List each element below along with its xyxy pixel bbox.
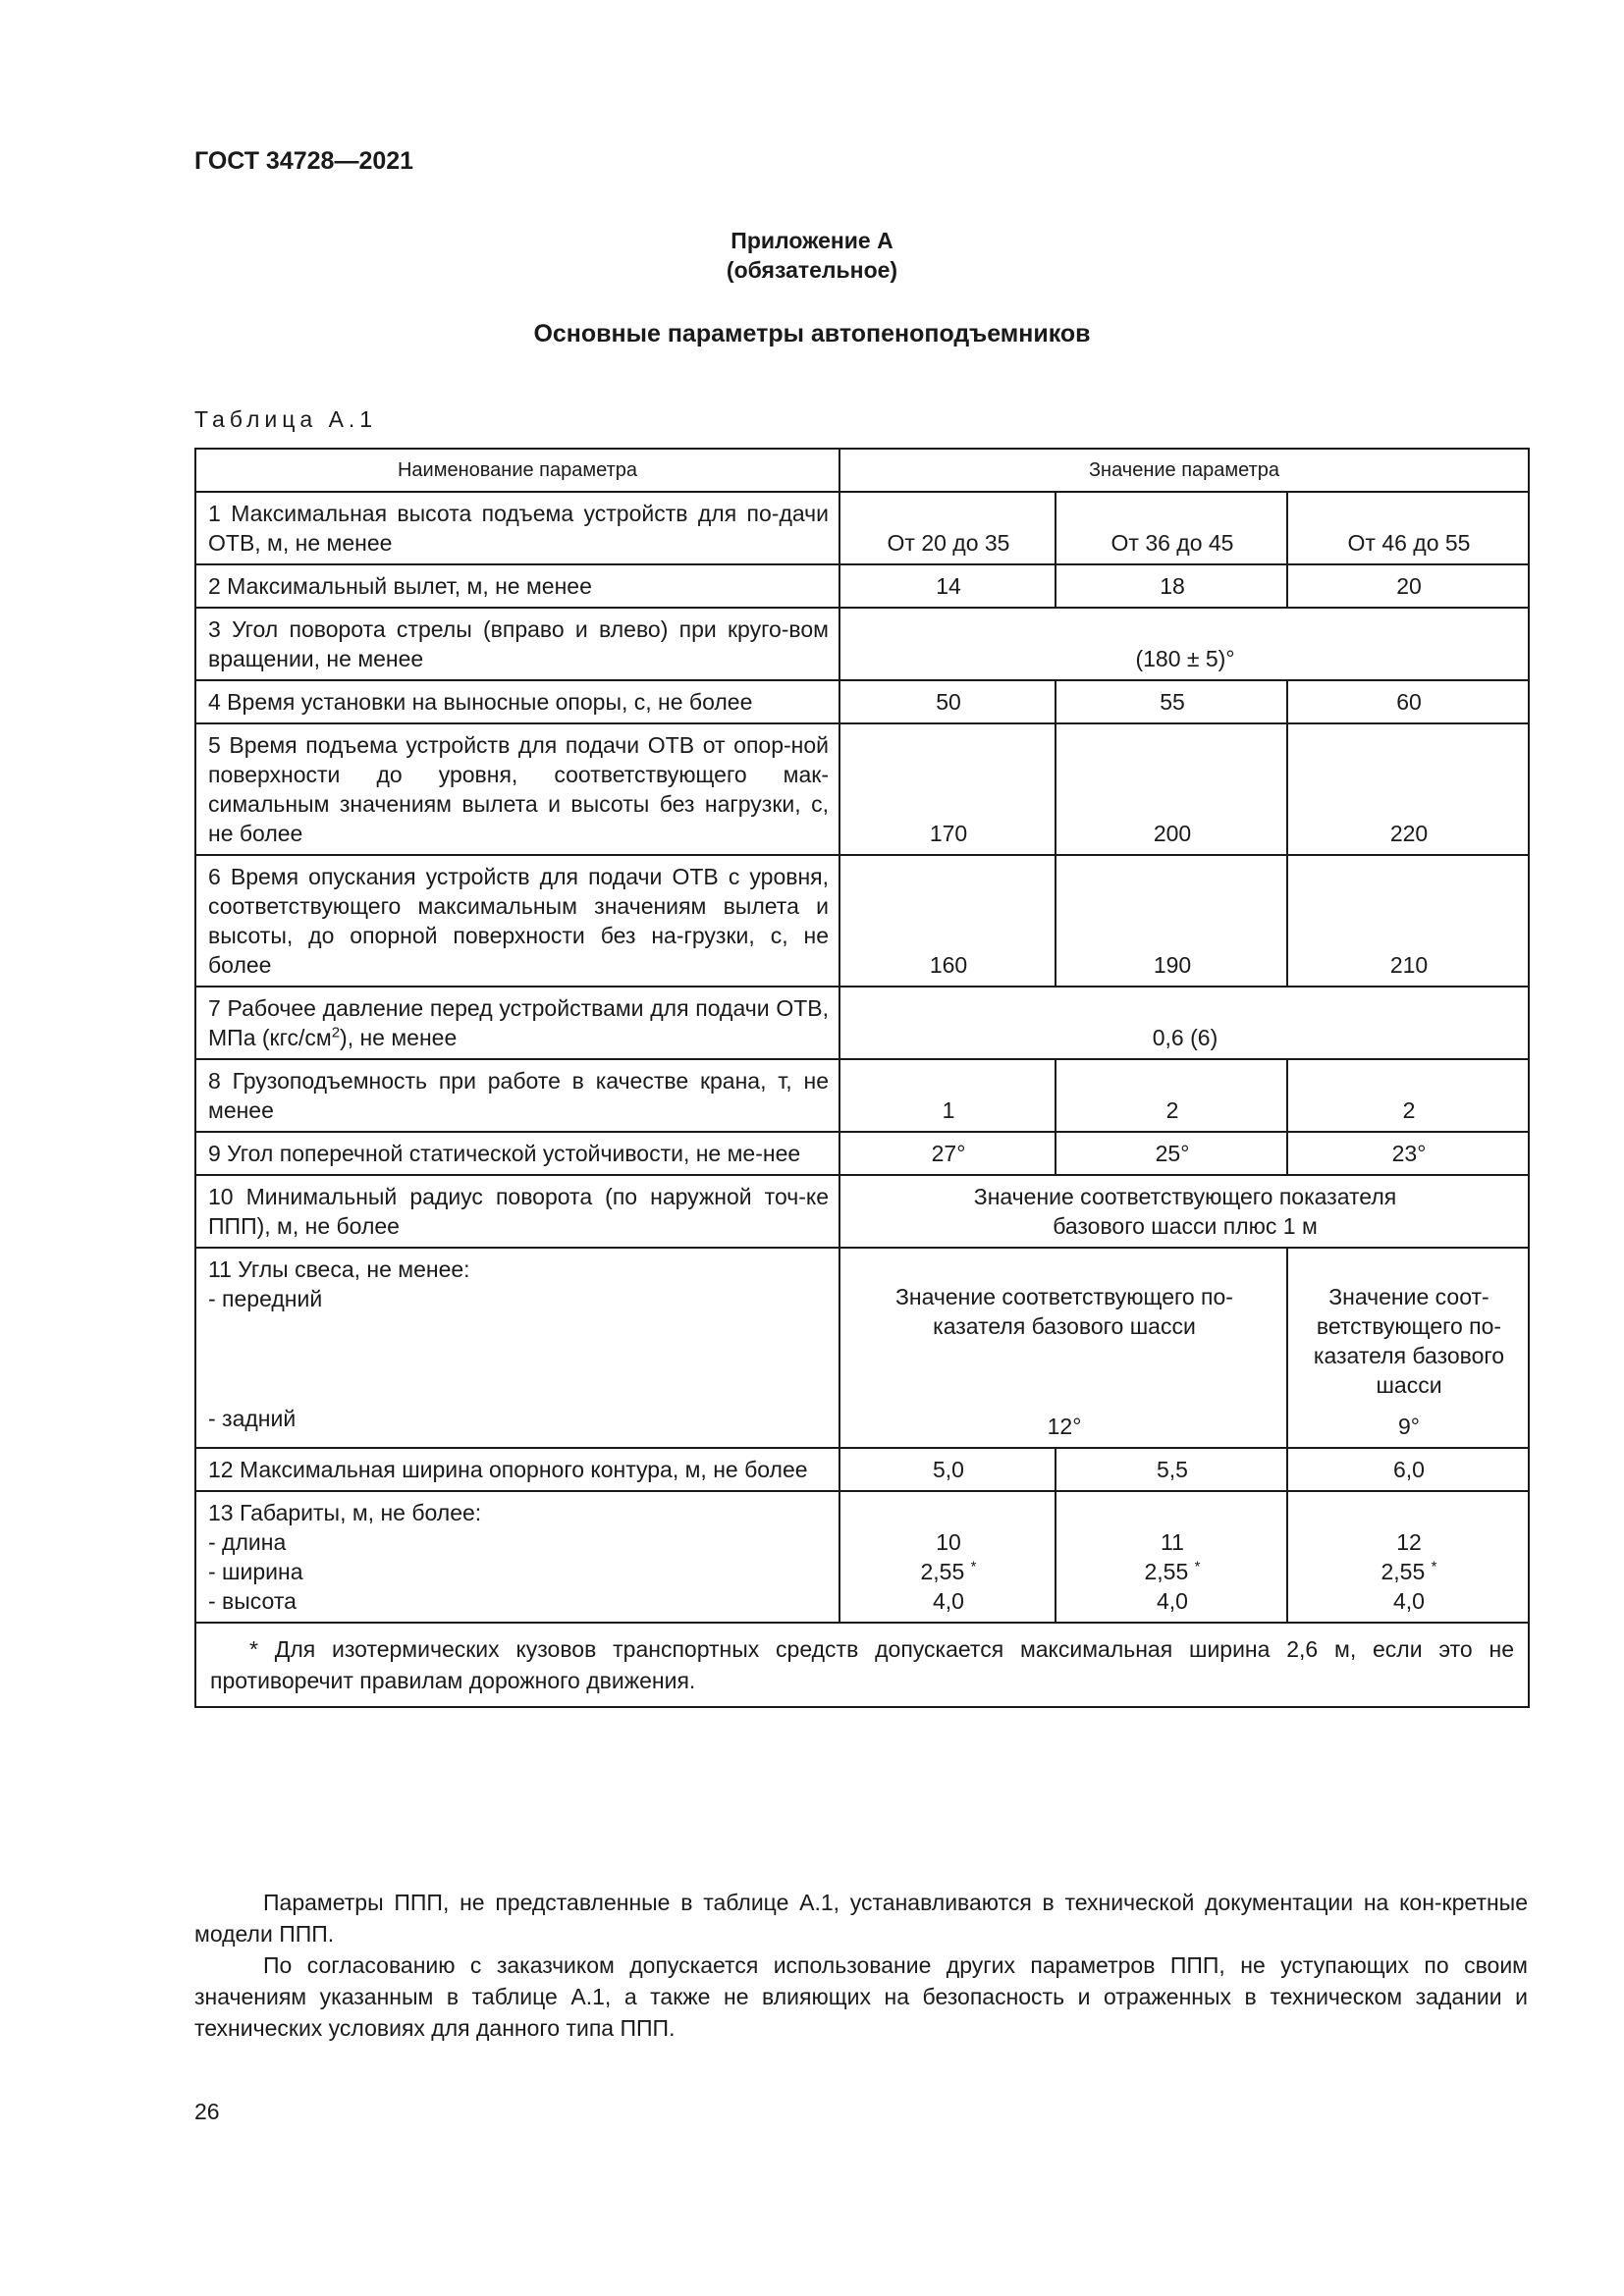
param-value [839, 1491, 1056, 1623]
param-value: 2 [1056, 1059, 1287, 1132]
parameters-table [194, 448, 1530, 1708]
value-length: 10 [936, 1529, 961, 1555]
table-row [195, 564, 1529, 608]
sub-item-rear: - задний [208, 1406, 297, 1431]
param-name [195, 987, 839, 1059]
param-value: 210 [1287, 855, 1529, 987]
param-value-merged [839, 1175, 1529, 1248]
param-value: Значение соот-ветствующего по-казателя базового шасси [1287, 1248, 1529, 1406]
param-value: 160 [839, 855, 1056, 987]
table-row [195, 680, 1529, 723]
param-name: 9 Угол поперечной статической устойчивости, не ме-нее [195, 1132, 839, 1175]
sub-item-front: - передний [208, 1286, 323, 1311]
table-row [195, 855, 1529, 987]
footnote-mark: * [1431, 1558, 1437, 1575]
param-value: 170 [839, 723, 1056, 855]
param-value: 5,5 [1056, 1448, 1287, 1491]
param-value-merged: (180 ± 5)° [839, 608, 1529, 680]
value-height: 4,0 [1393, 1588, 1425, 1614]
table-row [195, 1175, 1529, 1248]
param-name-text: 11 Углы свеса, не менее: [208, 1256, 470, 1282]
table-row [195, 492, 1529, 564]
table-row [195, 1059, 1529, 1132]
param-name: 1 Максимальная высота подъема устройств для по-дачи ОТВ, м, не менее [195, 492, 839, 564]
param-name [195, 1248, 839, 1448]
footnote-mark: * [970, 1558, 977, 1575]
param-value [1056, 1491, 1287, 1623]
param-name: 5 Время подъема устройств для подачи ОТВ от опор-ной поверхности до уровня, соответствующего мак-симальным значениям вылета и высоты без нагрузки, с, не более [195, 723, 839, 855]
table-footnote-row [195, 1623, 1529, 1707]
param-value: От 46 до 55 [1287, 492, 1529, 564]
annex-status: (обязательное) [726, 257, 898, 283]
table-row [195, 608, 1529, 680]
sub-item-length: - длина [208, 1529, 287, 1555]
param-name: 4 Время установки на выносные опоры, с, не более [195, 680, 839, 723]
page-number: 26 [194, 2099, 220, 2124]
value-line: Значение соответствующего показателя [973, 1184, 1397, 1209]
param-name-text: 13 Габариты, м, не более: [208, 1500, 482, 1525]
annex-title: Приложение А [731, 228, 893, 253]
table-row [195, 723, 1529, 855]
param-value: 5,0 [839, 1448, 1056, 1491]
param-value-merged: Значение соответствующего по-казателя базового шасси [839, 1248, 1287, 1406]
value-line: базового шасси плюс 1 м [1053, 1213, 1318, 1239]
param-value: 20 [1287, 564, 1529, 608]
table-row [195, 1491, 1529, 1623]
param-value: 9° [1287, 1406, 1529, 1448]
param-name: 10 Минимальный радиус поворота (по наружной точ-ке ППП), м, не более [195, 1175, 839, 1248]
param-value: 14 [839, 564, 1056, 608]
param-value-merged: 12° [839, 1406, 1287, 1448]
sub-item-height: - высота [208, 1588, 297, 1614]
param-value: 23° [1287, 1132, 1529, 1175]
param-value: 50 [839, 680, 1056, 723]
param-value [1287, 1491, 1529, 1623]
table-row [195, 1448, 1529, 1491]
value-width: 2,55 * [1380, 1558, 1437, 1584]
param-value: 190 [1056, 855, 1287, 987]
param-value: От 20 до 35 [839, 492, 1056, 564]
value-length: 12 [1396, 1529, 1422, 1555]
param-name: 8 Грузоподъемность при работе в качестве крана, т, не менее [195, 1059, 839, 1132]
footnote-mark: * [1194, 1558, 1201, 1575]
section-heading: Основные параметры автопеноподъемников [533, 320, 1091, 347]
table-footnote: * Для изотермических кузовов транспортных средств допускается максимальная ширина 2,6 м, если это не противоречит правилам дорожного движения. [195, 1623, 1529, 1707]
value-length: 11 [1161, 1529, 1184, 1555]
sub-item-width: - ширина [208, 1559, 303, 1584]
value-height: 4,0 [933, 1588, 964, 1614]
value-width: 2,55 * [1144, 1558, 1201, 1584]
param-name [195, 1491, 839, 1623]
param-value: 18 [1056, 564, 1287, 608]
param-value: От 36 до 45 [1056, 492, 1287, 564]
param-name-text: 7 Рабочее давление перед устройствами для подачи ОТВ, МПа (кгс/см [208, 995, 829, 1050]
param-value: 220 [1287, 723, 1529, 855]
param-value: 25° [1056, 1132, 1287, 1175]
param-name: 12 Максимальная ширина опорного контура, м, не более [195, 1448, 839, 1491]
table-row [195, 1132, 1529, 1175]
document-code: ГОСТ 34728—2021 [194, 147, 414, 175]
param-name: 6 Время опускания устройств для подачи ОТВ с уровня, соответствующего максимальным значениям вылета и высоты, до опорной поверхности без на-грузки, с, не более [195, 855, 839, 987]
column-header-value: Значение параметра [839, 449, 1529, 492]
superscript: 2 [331, 1024, 341, 1041]
table-row [195, 1248, 1529, 1406]
param-name: 2 Максимальный вылет, м, не менее [195, 564, 839, 608]
table-header-row [195, 449, 1529, 492]
param-name: 3 Угол поворота стрелы (вправо и влево) при круго-вом вращении, не менее [195, 608, 839, 680]
param-value: 6,0 [1287, 1448, 1529, 1491]
table-caption: Таблица А.1 [194, 406, 378, 432]
paragraph: Параметры ППП, не представленные в таблице А.1, устанавливаются в технической документации на кон-кретные модели ППП. [194, 1890, 1528, 1947]
param-value-merged: 0,6 (6) [839, 987, 1529, 1059]
param-value: 60 [1287, 680, 1529, 723]
value-height: 4,0 [1157, 1588, 1188, 1614]
param-value: 55 [1056, 680, 1287, 723]
param-value: 27° [839, 1132, 1056, 1175]
value-width: 2,55 * [920, 1558, 977, 1584]
param-value: 200 [1056, 723, 1287, 855]
param-name-text-end: ), не менее [340, 1025, 458, 1050]
paragraph: По согласованию с заказчиком допускается использование других параметров ППП, не уступающих по своим значениям указанным в таблице А.1, а также не влияющих на безопасность и отраженных в техническом задании и технических условиях для данного типа ППП. [194, 1952, 1528, 2041]
table-row [195, 987, 1529, 1059]
column-header-name: Наименование параметра [195, 449, 839, 492]
param-value: 2 [1287, 1059, 1529, 1132]
param-value: 1 [839, 1059, 1056, 1132]
